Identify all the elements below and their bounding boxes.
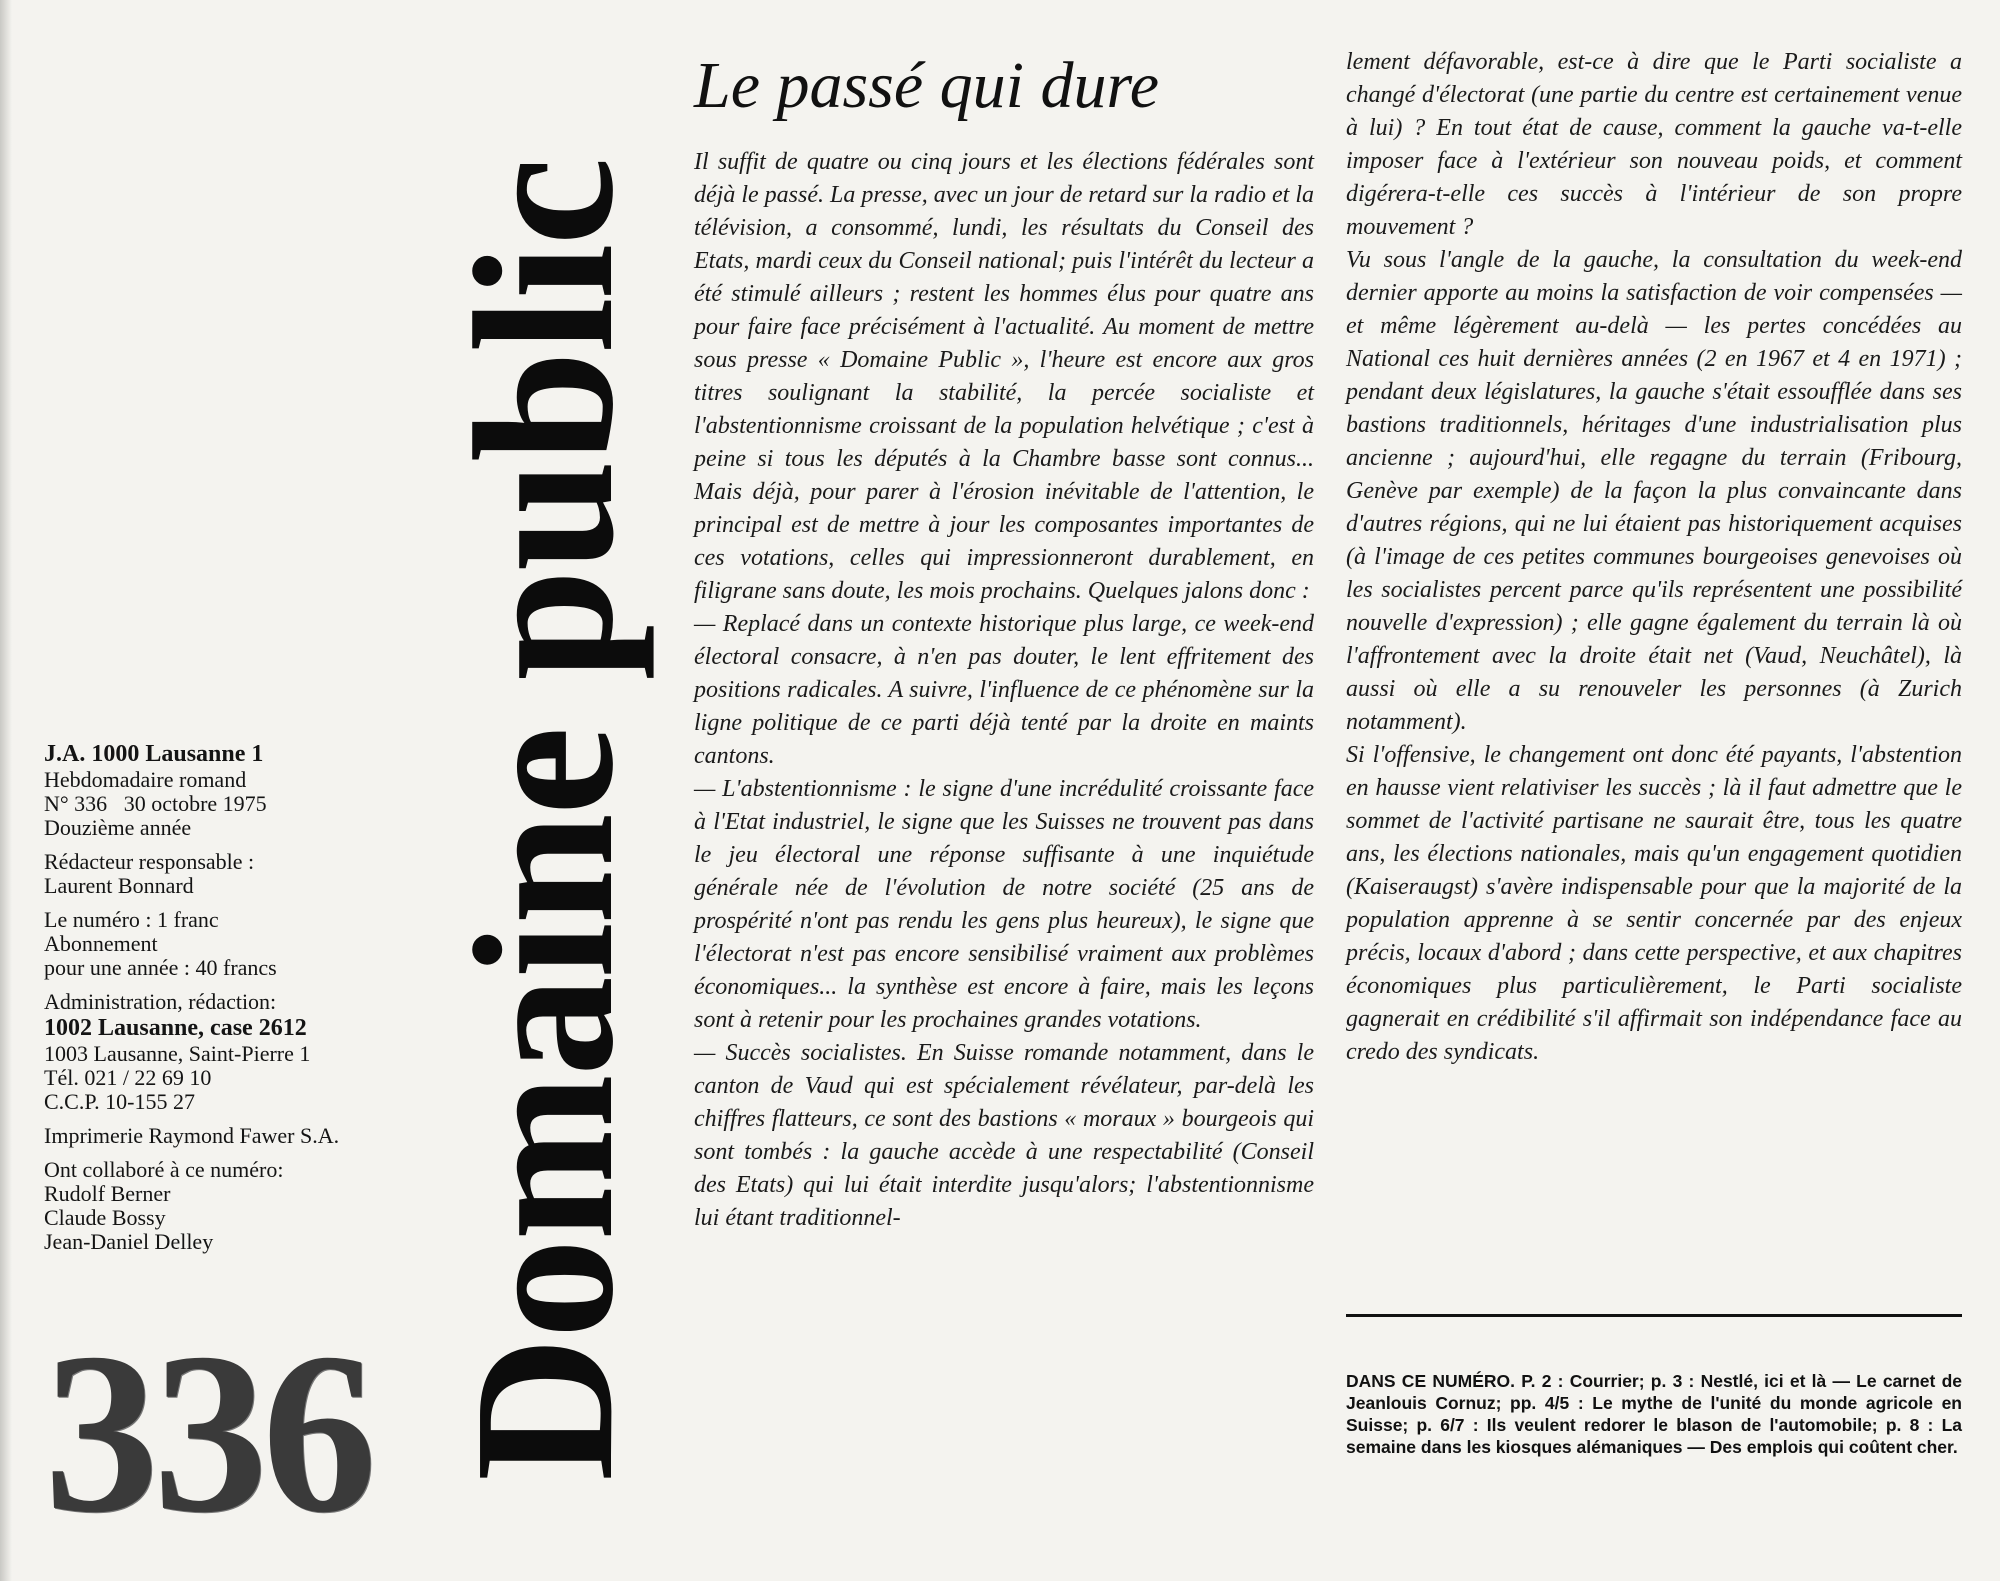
colophon-printer bbox=[44, 1124, 424, 1148]
article-paragraph: lement défavorable, est-ce à dire que le Parti socialiste a changé d'électorat (une partie du centre est certainement venue à lui) ? En tout état de cause, comment la gauche va-t-elle imposer face à l'extérieur son nouveau poids, et comment digérera-t-elle ces succès à l'intérieur de son propre mouvement ? bbox=[1346, 49, 1962, 240]
colophon-issue-info bbox=[44, 740, 424, 840]
horizontal-rule bbox=[1346, 1314, 1962, 1317]
article-paragraph: Vu sous l'angle de la gauche, la consultation du week-end dernier apporte au moins la satisfaction de voir compensées — et même légèrement au-delà — les pertes concédées au National ces huit dernières années (2 en 1967 et 4 en 1971) ; pendant deux législatures, la gauche s'était essoufflée dans ses bastions traditionnels, héritages d'une industrialisation plus ancienne ; aujourd'hui, elle regagne du terrain (Fribourg, Genève par exemple) de la façon la plus convaincante dans d'autres régions, qui ne lui étaient pas historiquement acquises (à l'image de ces petites communes bourgeoises genevoises où les socialistes percent parce qu'ils représentent une possibilité nouvelle d'expression) ; elle gagne également du terrain là où l'affrontement avec la droite était net (Vaud, Neuchâtel), là aussi où elle a su renouveler les personnes (à Zurich notamment). bbox=[1346, 247, 1962, 735]
contributor: Claude Bossy bbox=[44, 1205, 166, 1230]
masthead-container bbox=[434, 120, 655, 1520]
publication-year: Douzième année bbox=[44, 815, 192, 840]
subscription-label: Abonnement bbox=[44, 931, 158, 956]
issue-no: N° 336 bbox=[44, 791, 108, 816]
article-paragraph: — Replacé dans un contexte historique plus large, ce week-end électoral consacre, à n'en pas douter, le lent effritement des positions radicales. A suivre, l'influence de ce phénomène sur la ligne politique de ce parti déjà tenté par la droite en maints cantons. bbox=[694, 611, 1314, 769]
ccp: C.C.P. 10-155 27 bbox=[44, 1089, 195, 1114]
article-paragraph: Si l'offensive, le changement ont donc été payants, l'abstention en hausse vient relativiser les succès ; là il faut admettre que le sommet de l'activité partisane ne saurait être, tous les quatre ans, les élections nationales, mais qu'un engagement quotidien (Kaiseraugst) s'avère indispensable pour que la majorité de la population apprenne à se sentir concernée par des enjeux précis, locaux d'abord ; dans cette perspective, et aux chapitres économiques plus particulièrement, le Parti socialiste gagnerait en crédibilité s'il affirmait son indépendance face au credo des syndicats. bbox=[1346, 742, 1962, 1065]
issue-line bbox=[44, 792, 424, 816]
admin-address: 1002 Lausanne, case 2612 bbox=[44, 1015, 307, 1041]
article-column-1 bbox=[694, 146, 1314, 1235]
page-edge-shadow bbox=[0, 0, 12, 1581]
ja-line: J.A. 1000 Lausanne 1 bbox=[44, 741, 264, 767]
colophon bbox=[44, 740, 424, 1264]
contributors-label: Ont collaboré à ce numéro: bbox=[44, 1157, 284, 1182]
table-of-contents: DANS CE NUMÉRO. P. 2 : Courrier; p. 3 : Nestlé, ici et là — Le carnet de Jeanlouis Cornuz; pp. 4/5 : Le mythe de l'unité du monde agricole en Suisse; p. 6/7 : Ils veulent redorer le blason de l'automobile; p. 8 : La semaine dans les kiosques alémaniques — Des emplois qui coûtent cher. bbox=[1346, 1371, 1962, 1457]
issue-number-large: 336 bbox=[44, 1305, 371, 1560]
admin-label: Administration, rédaction: bbox=[44, 989, 277, 1014]
street-address: 1003 Lausanne, Saint-Pierre 1 bbox=[44, 1041, 311, 1066]
editor-label: Rédacteur responsable : bbox=[44, 849, 255, 874]
masthead-title: Domaine public bbox=[434, 158, 655, 1482]
editor-name: Laurent Bonnard bbox=[44, 873, 194, 898]
colophon-editor bbox=[44, 850, 424, 898]
issue-date: 30 octobre 1975 bbox=[123, 791, 267, 816]
publication-type: Hebdomadaire romand bbox=[44, 767, 247, 792]
colophon-administration bbox=[44, 990, 424, 1114]
article-column-2 bbox=[1346, 46, 1962, 1069]
price: Le numéro : 1 franc bbox=[44, 907, 219, 932]
colophon-pricing bbox=[44, 908, 424, 980]
printer: Imprimerie Raymond Fawer S.A. bbox=[44, 1123, 340, 1148]
article-paragraph: — Succès socialistes. En Suisse romande notamment, dans le canton de Vaud qui est spécialement révélateur, par-delà les chiffres flatteurs, ce sont des bastions « moraux » bourgeois qui sont tombés : la gauche accède à une respectabilité (Conseil des Etats) qui lui était interdite jusqu'alors; l'abstentionnisme lui étant traditionnel- bbox=[694, 1040, 1314, 1231]
article-paragraph: — L'abstentionnisme : le signe d'une incrédulité croissante face à l'Etat industriel, le signe que les Suisses ne trouvent pas dans le jeu électoral une réponse suffisante à une inquiétude générale née de l'évolution de notre société (25 ans de prospérité n'ont pas rendu les gens plus heureux), le signe que l'électorat n'est pas encore sensibilisé vraiment aux problèmes économiques... la synthèse est encore à faire, mais les leçons sont à retenir pour les prochaines grandes votations. bbox=[694, 776, 1314, 1033]
subscription-price: pour une année : 40 francs bbox=[44, 955, 277, 980]
colophon-contributors bbox=[44, 1158, 424, 1254]
phone: Tél. 021 / 22 69 10 bbox=[44, 1065, 212, 1090]
contributor: Jean-Daniel Delley bbox=[44, 1229, 214, 1254]
article-title: Le passé qui dure bbox=[694, 49, 1160, 122]
contributor: Rudolf Berner bbox=[44, 1181, 171, 1206]
article-paragraph: Il suffit de quatre ou cinq jours et les élections fédérales sont déjà le passé. La presse, avec un jour de retard sur la radio et la télévision, a consommé, lundi, les résultats du Conseil des Etats, mardi ceux du Conseil national; puis l'intérêt du lecteur a été stimulé ailleurs ; restent les hommes élus pour quatre ans pour faire face précisément à l'actualité. Au moment de mettre sous presse « Domaine Public », l'heure est encore aux gros titres soulignant la stabilité, la percée socialiste et l'abstentionnisme croissant de la population helvétique ; c'est à peine si tous les députés à la Chambre basse sont connus... Mais déjà, pour parer à l'érosion inévitable de l'attention, le principal est de mettre à jour les composantes importantes de ces votations, celles qui impressionneront durablement, en filigrane sans doute, les mois prochains. Quelques jalons donc : bbox=[694, 149, 1314, 604]
